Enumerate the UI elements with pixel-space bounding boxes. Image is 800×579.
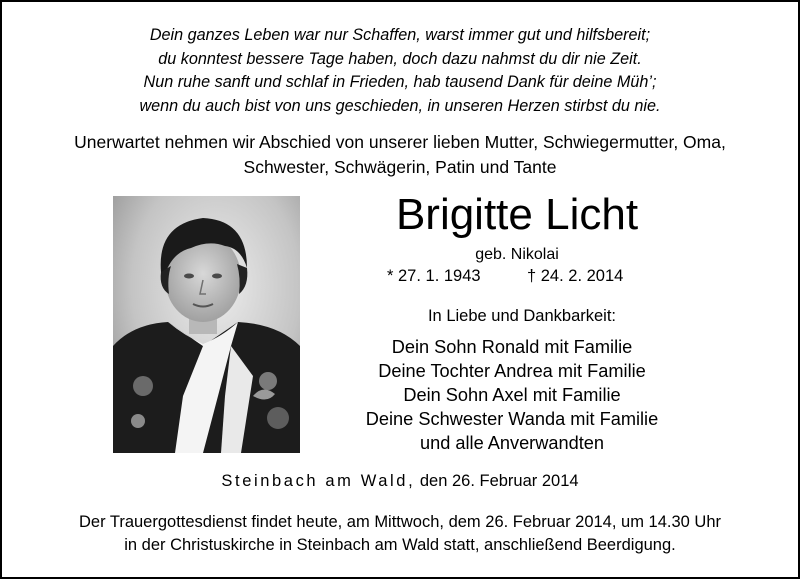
farewell-intro bbox=[2, 130, 798, 180]
portrait-photo-icon bbox=[113, 196, 300, 453]
list-item: Deine Tochter Andrea mit Familie bbox=[378, 361, 646, 381]
intro-line: Schwester, Schwägerin, Patin und Tante bbox=[243, 157, 557, 177]
poem-line: Nun ruhe sanft und schlaf in Frieden, hab tausend Dank für deine Müh’; bbox=[143, 73, 657, 91]
life-dates bbox=[387, 265, 657, 287]
mourners-list bbox=[332, 335, 692, 455]
service-line: Der Trauergottesdienst findet heute, am Mittwoch, dem 26. Februar 2014, um 14.30 Uhr bbox=[78, 513, 721, 531]
obituary-notice bbox=[2, 2, 798, 577]
list-item: Deine Schwester Wanda mit Familie bbox=[365, 409, 659, 429]
deceased-name: Brigitte Licht bbox=[395, 190, 639, 239]
intro-line: Unerwartet nehmen wir Abschied von unserer lieben Mutter, Schwiegermutter, Oma, bbox=[74, 132, 726, 152]
poem-line: Dein ganzes Leben war nur Schaffen, warst immer gut und hilfsbereit; bbox=[149, 26, 651, 44]
town-name: Steinbach am Wald, bbox=[221, 472, 416, 490]
service-line: in der Christuskirche in Steinbach am Wald statt, anschließend Beerdigung. bbox=[124, 536, 676, 554]
list-item: Dein Sohn Axel mit Familie bbox=[403, 385, 621, 405]
maiden-name: geb. Nikolai bbox=[475, 246, 559, 263]
portrait-photo bbox=[113, 196, 300, 453]
place-and-date bbox=[2, 470, 798, 492]
birth-date: * 27. 1. 1943 bbox=[387, 267, 481, 285]
notice-date: den 26. Februar 2014 bbox=[419, 472, 579, 490]
death-date: † 24. 2. 2014 bbox=[527, 267, 624, 285]
poem-line: du konntest bessere Tage haben, doch dazu nahmst du dir nie Zeit. bbox=[158, 49, 642, 68]
memorial-poem bbox=[2, 24, 798, 118]
thanks-line: In Liebe und Dankbarkeit: bbox=[427, 307, 617, 325]
poem-line: wenn du auch bist von uns geschieden, in unseren Herzen stirbst du nie. bbox=[139, 96, 661, 115]
funeral-service-info bbox=[2, 511, 798, 557]
list-item: Dein Sohn Ronald mit Familie bbox=[391, 337, 633, 357]
list-item: und alle Anverwandten bbox=[419, 433, 605, 453]
